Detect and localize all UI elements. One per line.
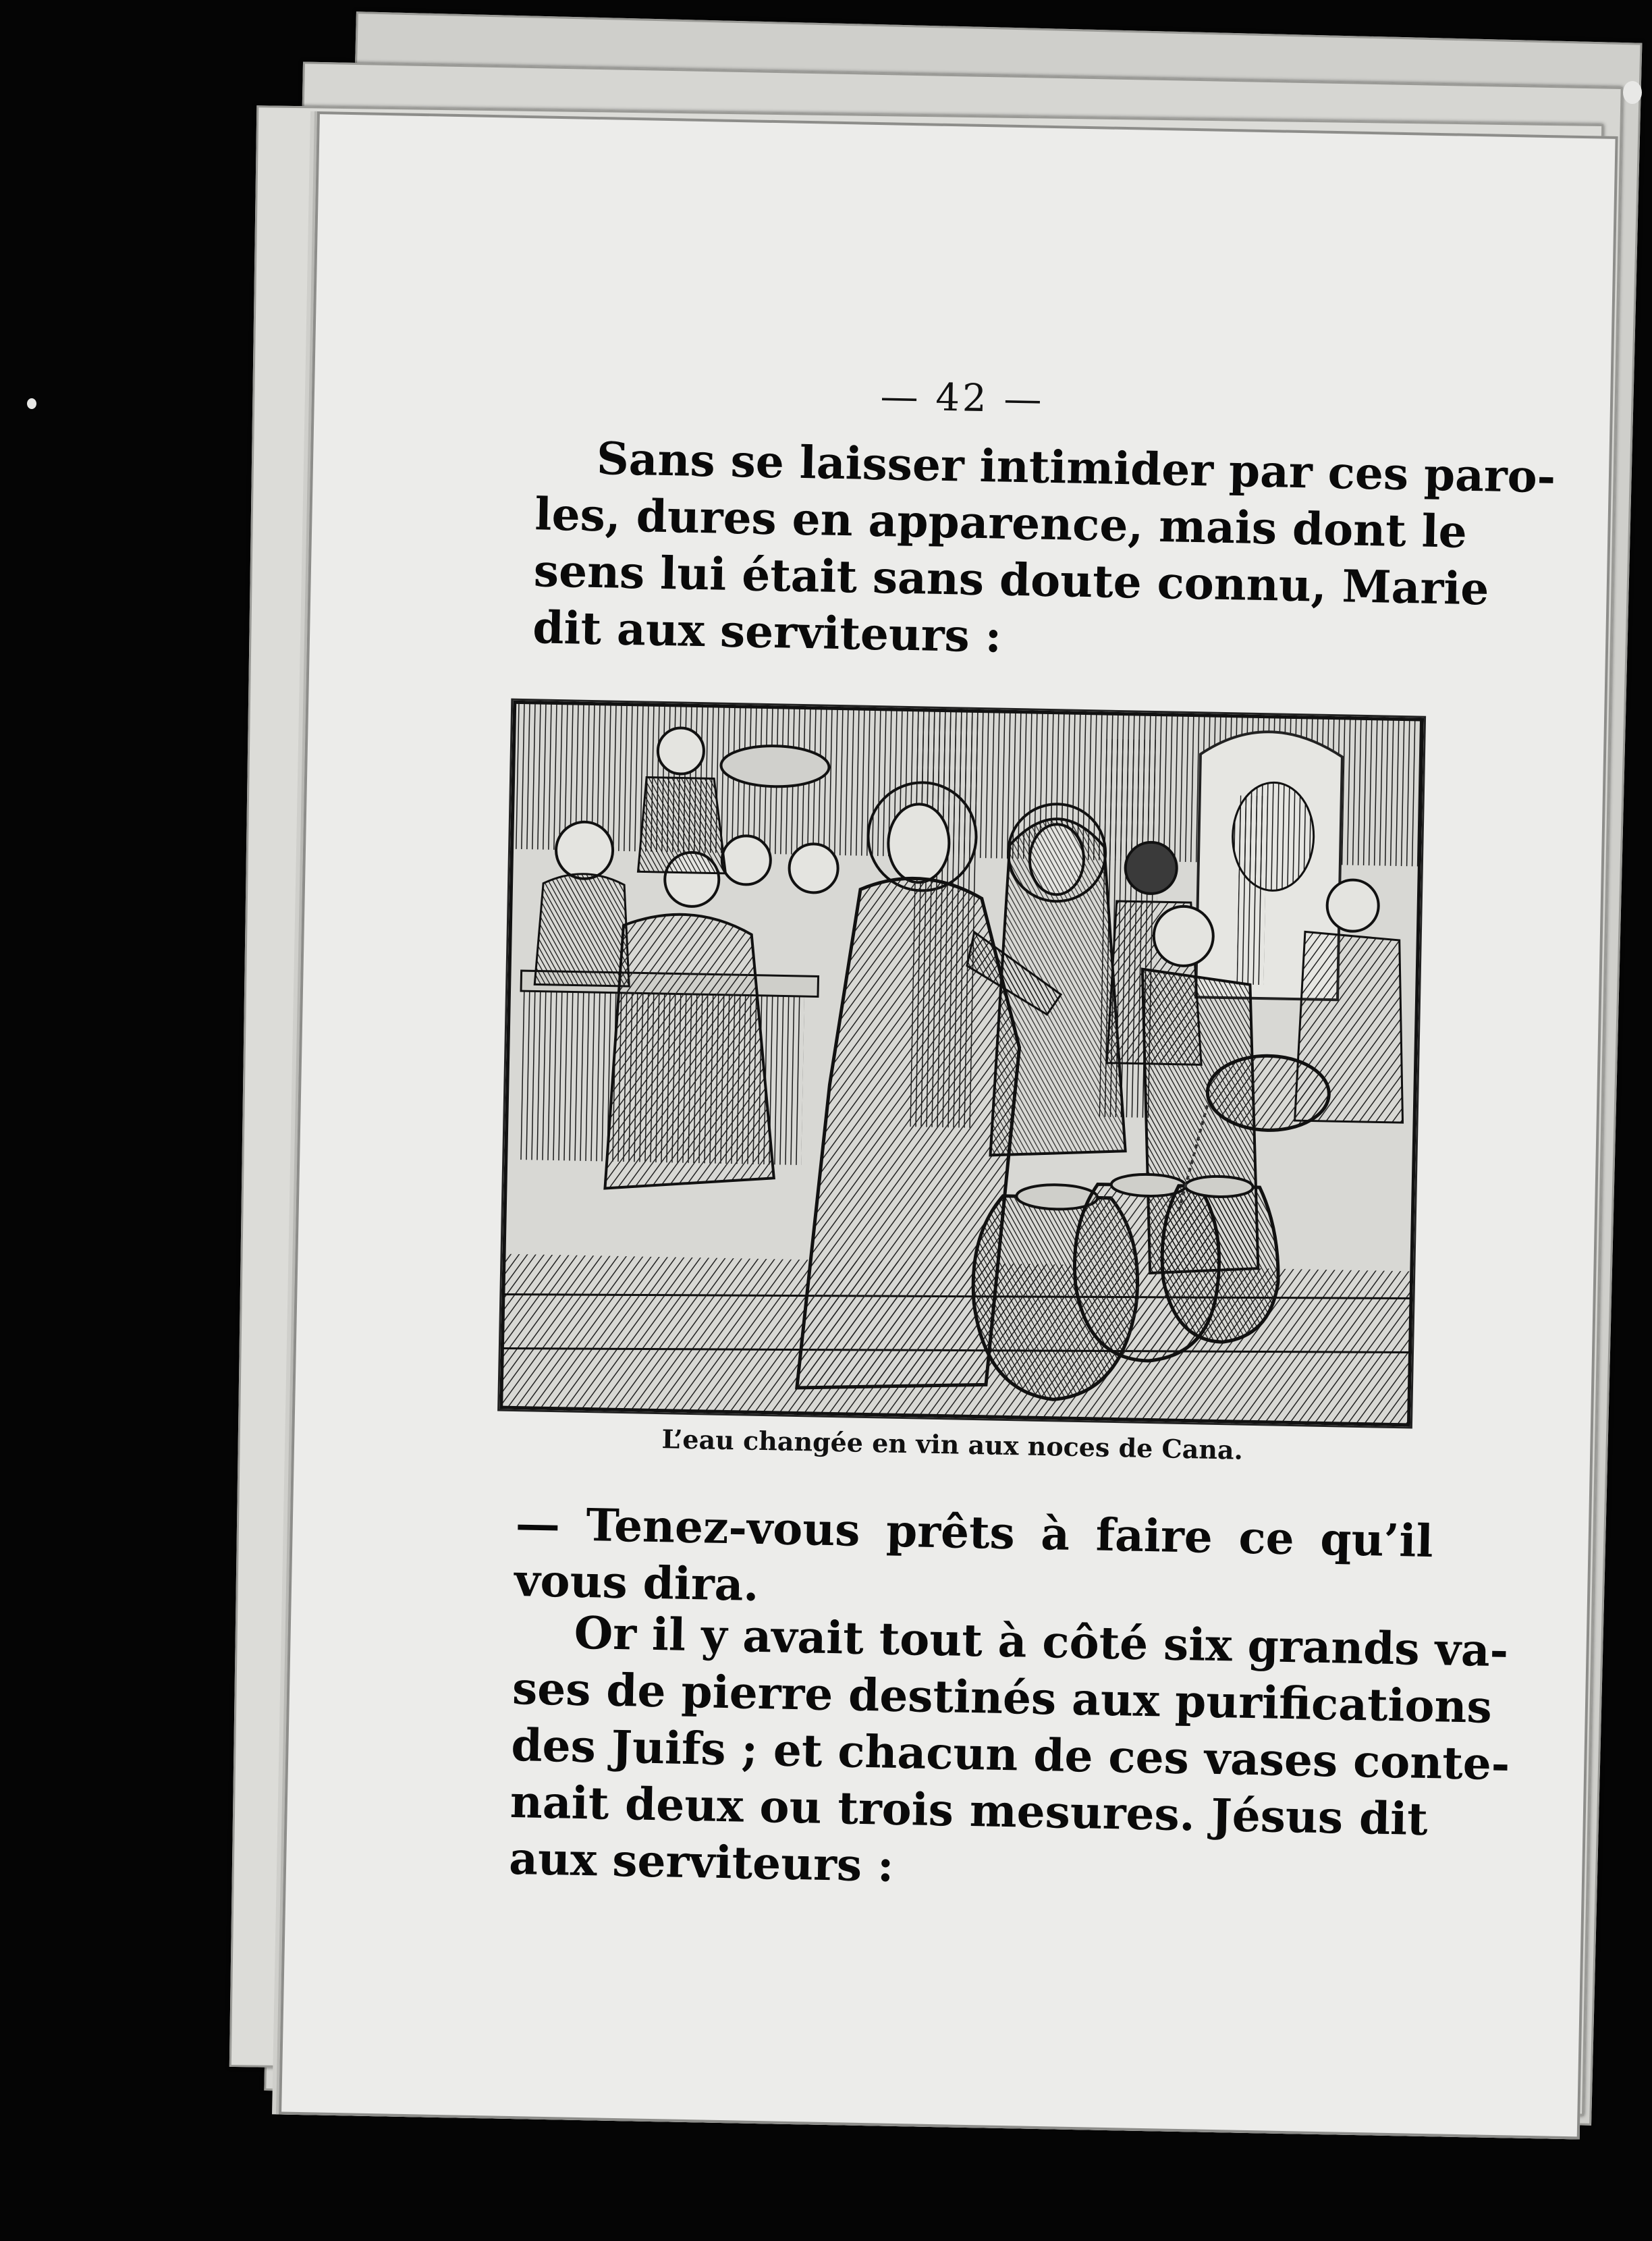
text-line: sens lui était sans doute connu, Marie bbox=[533, 544, 1490, 616]
text-line: les, dures en apparence, mais dont le bbox=[534, 487, 1468, 558]
page-number: — 42 — bbox=[879, 375, 1045, 422]
book-page bbox=[279, 111, 1618, 2139]
illustration-caption: L’eau changée en vin aux noces de Cana. bbox=[661, 1424, 1244, 1465]
paragraph-1 bbox=[532, 429, 1556, 673]
text-line: vous dira. bbox=[514, 1554, 760, 1611]
paragraph-3 bbox=[508, 1603, 1510, 1904]
text-line: — Tenez-vous prêts à faire ce qu’il bbox=[515, 1497, 1434, 1568]
text-line: nait deux ou trois mesures. Jésus dit bbox=[510, 1775, 1429, 1846]
text-line: Sans se laisser intimider par ces paro- bbox=[596, 432, 1556, 504]
scan-speck bbox=[1623, 81, 1642, 104]
text-line: dit aux serviteurs : bbox=[532, 601, 1002, 663]
text-line: aux serviteurs : bbox=[508, 1831, 895, 1892]
text-line: ses de pierre destinés aux purifications bbox=[512, 1661, 1493, 1733]
text-line: des Juifs ; et chacun de ces vases conte- bbox=[510, 1718, 1510, 1791]
text-line: Or il y avait tout à côté six grands va- bbox=[574, 1606, 1509, 1677]
wedding-at-cana-engraving bbox=[497, 699, 1426, 1429]
scan-speck bbox=[27, 398, 36, 409]
